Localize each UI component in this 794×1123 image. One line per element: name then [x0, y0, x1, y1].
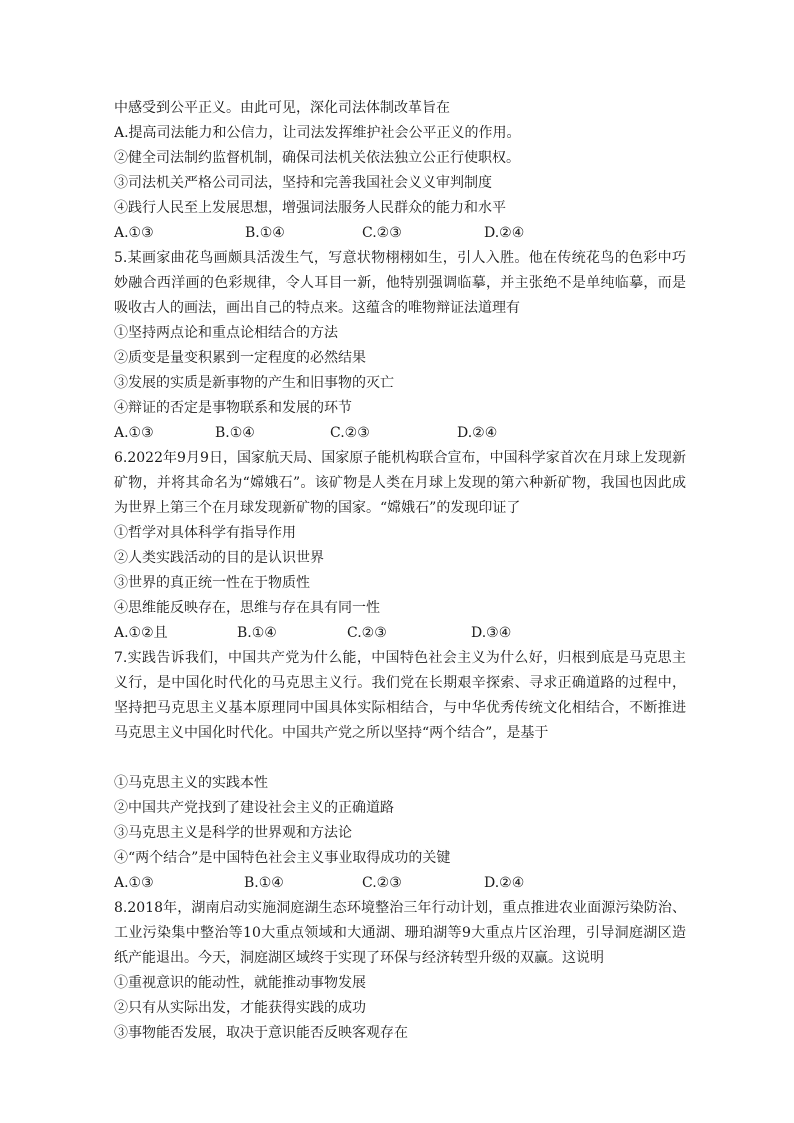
q6-option-d: D.③④ [471, 625, 512, 641]
q6-option-c: C.②③ [347, 625, 387, 641]
q5-item-2: ②质变是量变积累到一定程度的必然结果 [114, 350, 366, 366]
exam-page [114, 96, 686, 1046]
q4-item-4: ④践行人民至上发展思想，增强词法服务人民群众的能力和水平 [114, 200, 506, 216]
q6-item-1: ①哲学对具体科学有指导作用 [114, 525, 296, 541]
q7-option-d: D.②④ [484, 875, 525, 891]
q7-option-c: C.②③ [362, 875, 402, 891]
q7-option-a: A.①③ [114, 875, 154, 891]
q4-item-2: ②健全司法制约监督机制，确保司法机关依法独立公正行使职权。 [114, 150, 520, 166]
q4-option-b: B.①④ [245, 225, 285, 241]
q6-item-3: ③世界的真正统一性在于物质性 [114, 575, 310, 591]
q4-options [114, 221, 686, 246]
q5-option-a: A.①③ [114, 425, 154, 441]
q6-item-2: ②人类实践活动的目的是认识世界 [114, 550, 324, 566]
q4-option-d: D.②④ [484, 225, 525, 241]
q8-stem: 8.2018年，湖南启动实施洞庭湖生态环境整治三年行动计划，重点推进农业面源污染防治、工业污染集中整治等10大重点领域和大通湖、珊珀湖等9大重点片区治理，引导洞庭湖区造纸产能退出。今天，洞庭湖区域终于实现了环保与经济转型升级的双赢。这说明 [114, 900, 686, 966]
q5-option-b: B.①④ [215, 425, 255, 441]
q7-item-1: ①马克思主义的实践本性 [114, 775, 268, 791]
q5-item-4: ④辩证的否定是事物联系和发展的环节 [114, 400, 352, 416]
q5-item-1: ①坚持两点论和重点论相结合的方法 [114, 325, 338, 341]
q6-stem: 6.2022年9月9日，国家航天局、国家原子能机构联合宣布，中国科学家首次在月球上发现新矿物，并将其命名为“嫦娥石”。该矿物是人类在月球上发现的第六种新矿物，我国也因此成为世界上第三个在月球发现新矿物的国家。“嫦娥石”的发现印证了 [114, 450, 686, 516]
q7-options [114, 871, 686, 896]
q8-item-3: ③事物能否发展，取决于意识能否反映客观存在 [114, 1025, 408, 1041]
q5-options [114, 421, 686, 446]
q4-option-c: C.②③ [362, 225, 402, 241]
q5-option-d: D.②④ [457, 425, 498, 441]
q7-item-4: ④“两个结合”是中国特色社会主义事业取得成功的关键 [114, 850, 451, 866]
q4-item-3: ③司法机关严格公司司法，坚持和完善我国社会义义审判制度 [114, 175, 492, 191]
q5-option-c: C.②③ [330, 425, 370, 441]
q6-item-4: ④思维能反映存在，思维与存在具有同一性 [114, 600, 380, 616]
q7-item-2: ②中国共产党找到了建设社会主义的正确道路 [114, 800, 394, 816]
q6-option-b: B.①④ [237, 625, 277, 641]
q4-stem-end: 中感受到公平正义。由此可见，深化司法体制改革旨在 [114, 100, 450, 116]
q7-stem: 7.实践告诉我们，中国共产党为什么能，中国特色社会主义为什么好，归根到底是马克思主义行，是中国化时代化的马克思主义行。我们党在长期艰辛探索、寻求正确道路的过程中，坚持把马克思主义基本原理同中国具体实际相结合，与中华优秀传统文化相结合，不断推进马克思主义中国化时代化。中国共产党之所以坚持“两个结合”，是基于 [114, 650, 686, 741]
q4-item-1: A.提高司法能力和公信力，让司法发挥维护社会公平正义的作用。 [114, 125, 521, 141]
q6-option-a: A.①②且 [114, 625, 168, 641]
q7-item-3: ③马克思主义是科学的世界观和方法论 [114, 825, 352, 841]
q4-option-a: A.①③ [114, 225, 154, 241]
q7-option-b: B.①④ [244, 875, 284, 891]
q8-item-2: ②只有从实际出发，才能获得实践的成功 [114, 1000, 366, 1016]
q5-item-3: ③发展的实质是新事物的产生和旧事物的灭亡 [114, 375, 394, 391]
q6-options [114, 621, 686, 646]
q5-stem: 5.某画家曲花鸟画颇具活泼生气，写意状物栩栩如生，引人入胜。他在传统花鸟的色彩中巧妙融合西洋画的色彩规律，令人耳目一新，他特别强调临摹，并主张绝不是单纯临摹，而是吸收古人的画法，画出自己的特点来。这蕴含的唯物辩证法道理有 [114, 250, 686, 316]
q8-item-1: ①重视意识的能动性，就能推动事物发展 [114, 975, 366, 991]
